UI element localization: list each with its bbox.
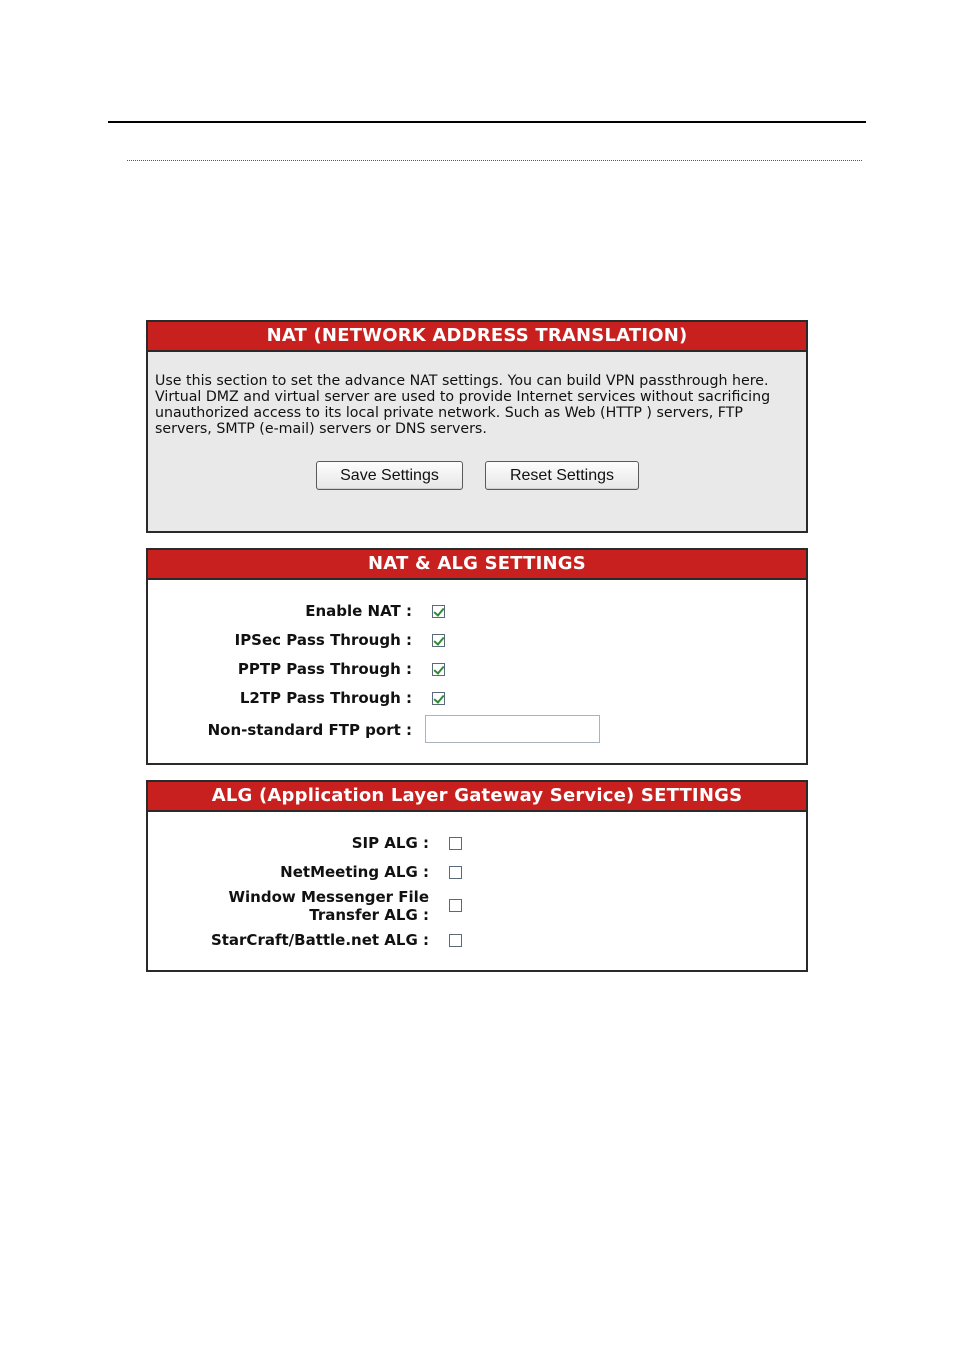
nat-description: Use this section to set the advance NAT settings. You can build VPN passthrough here. Virtual DMZ and virtual server are used to provide Internet services without sacrificing unauthorized access to its local private network. Such as Web (HTTP ) servers, FTP servers, SMTP (e-mail) servers or DNS servers. (155, 373, 771, 437)
nat-panel-title: NAT (NETWORK ADDRESS TRANSLATION) (148, 322, 806, 352)
l2tp-pass-through-checkbox[interactable] (432, 692, 445, 705)
ipsec-row (148, 631, 806, 653)
netmeeting-alg-row (148, 863, 806, 885)
pptp-pass-through-checkbox[interactable] (432, 663, 445, 676)
reset-settings-button[interactable]: Reset Settings (485, 461, 639, 490)
ftp-port-label: Non-standard FTP port : (207, 721, 412, 739)
l2tp-row (148, 689, 806, 711)
alg-panel-title: ALG (Application Layer Gateway Service) SETTINGS (148, 782, 806, 812)
pptp-row (148, 660, 806, 682)
ipsec-pass-through-checkbox[interactable] (432, 634, 445, 647)
ftp-port-input[interactable] (425, 715, 600, 743)
alg-settings-panel (146, 780, 808, 972)
enable-nat-checkbox[interactable] (432, 605, 445, 618)
netmeeting-alg-label: NetMeeting ALG : (280, 863, 429, 881)
messenger-alg-label: Window Messenger File Transfer ALG : (228, 888, 429, 924)
l2tp-label: L2TP Pass Through : (239, 689, 412, 707)
dotted-divider (127, 160, 862, 161)
messenger-alg-row (148, 887, 806, 927)
starcraft-alg-label: StarCraft/Battle.net ALG : (210, 931, 429, 949)
starcraft-alg-checkbox[interactable] (449, 934, 462, 947)
netmeeting-alg-checkbox[interactable] (449, 866, 462, 879)
enable-nat-label: Enable NAT : (305, 602, 412, 620)
sip-alg-checkbox[interactable] (449, 837, 462, 850)
ftp-port-row (148, 715, 806, 747)
top-divider (108, 121, 866, 123)
nat-alg-panel-title: NAT & ALG SETTINGS (148, 550, 806, 580)
enable-nat-row (148, 602, 806, 624)
pptp-label: PPTP Pass Through : (237, 660, 412, 678)
sip-alg-row (148, 834, 806, 856)
starcraft-alg-row (148, 931, 806, 953)
ipsec-label: IPSec Pass Through : (234, 631, 412, 649)
nat-panel (146, 320, 808, 533)
save-settings-button[interactable]: Save Settings (316, 461, 463, 490)
sip-alg-label: SIP ALG : (351, 834, 429, 852)
messenger-alg-checkbox[interactable] (449, 899, 462, 912)
nat-alg-settings-panel (146, 548, 808, 765)
